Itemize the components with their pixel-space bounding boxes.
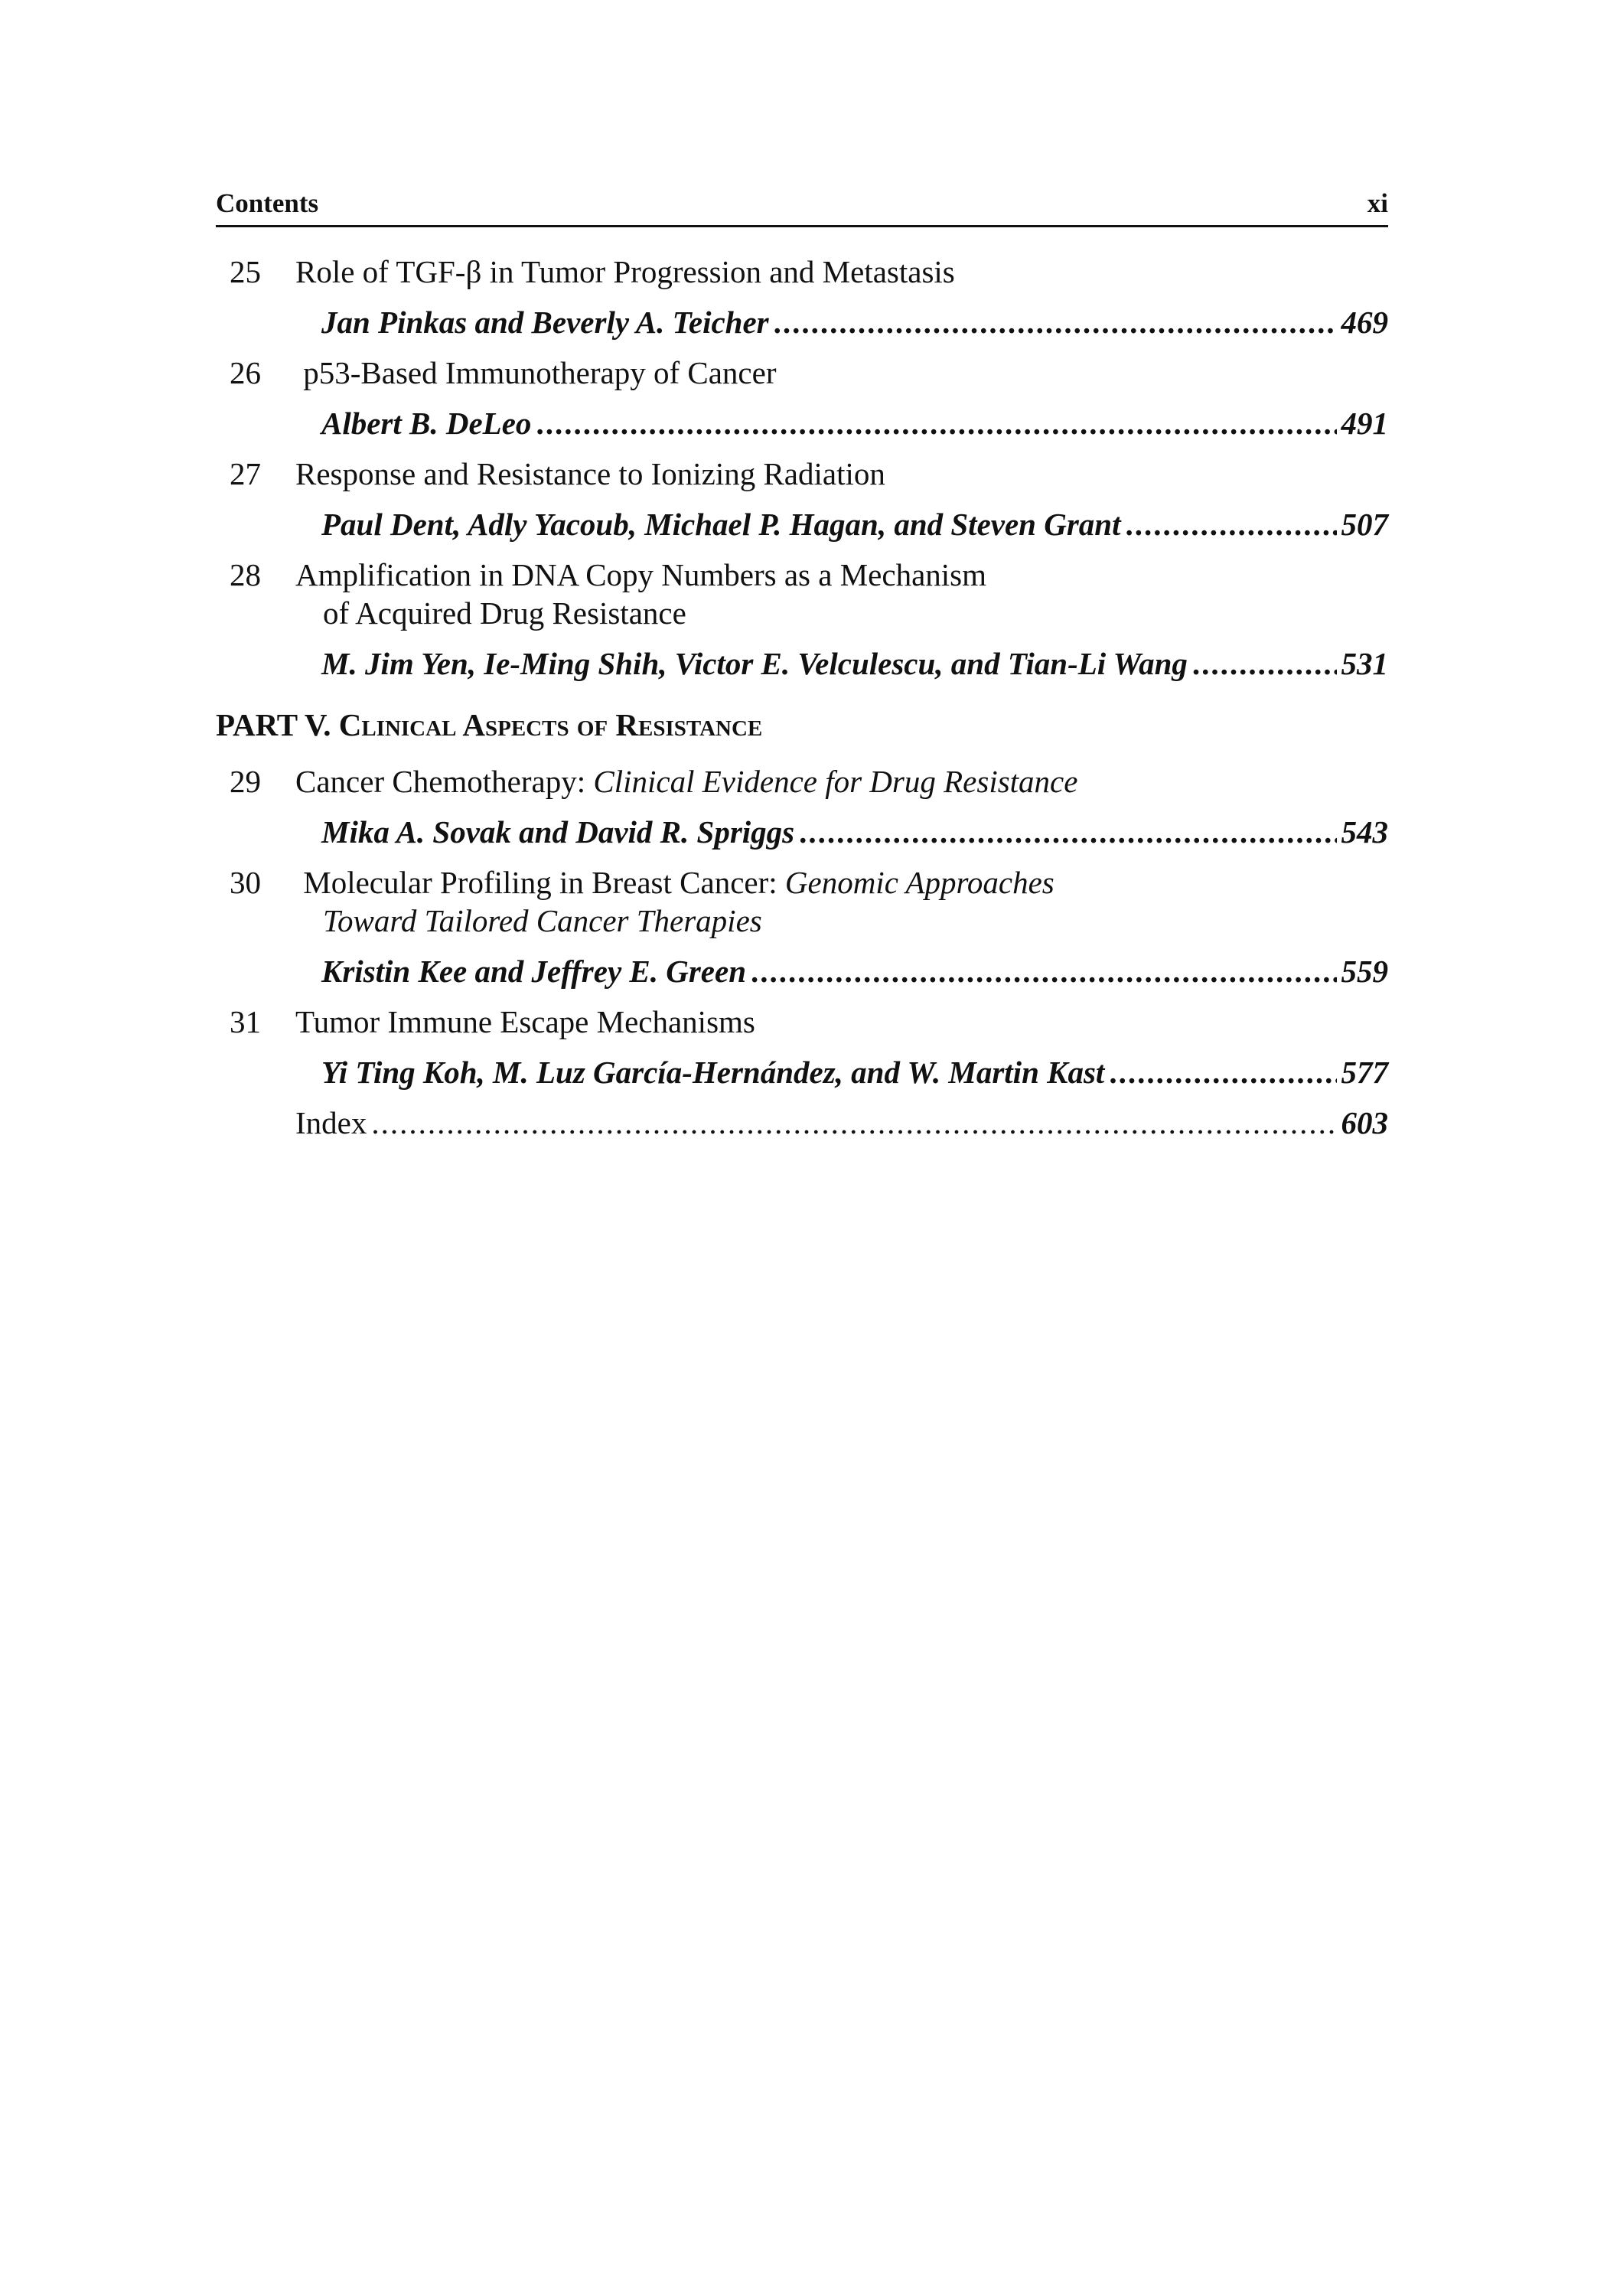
chapter-title: [295, 762, 1388, 801]
toc-entry[interactable]: [216, 354, 1388, 445]
dot-leader: [1109, 1050, 1336, 1094]
chapter-title: Tumor Immune Escape Mechanisms: [295, 1004, 755, 1039]
dot-leader: [536, 401, 1336, 445]
chapter-page: 577: [1341, 1055, 1388, 1090]
chapter-authors: Mika A. Sovak and David R. Spriggs: [321, 814, 795, 850]
chapter-page: 543: [1341, 814, 1388, 850]
chapter-page: 469: [1341, 305, 1388, 340]
chapter-authors: Yi Ting Koh, M. Luz García-Hernández, and W. Martin Kast: [321, 1055, 1105, 1090]
chapter-title: Role of TGF-β in Tumor Progression and Metastasis: [295, 254, 955, 289]
chapter-title: [295, 863, 1388, 902]
chapter-title-line: [216, 354, 1388, 392]
chapter-authors: Jan Pinkas and Beverly A. Teicher: [321, 305, 769, 340]
chapter-title-italic: Clinical Evidence for Drug Resistance: [593, 764, 1078, 799]
chapter-page: 559: [1341, 954, 1388, 989]
toc-entry[interactable]: [216, 253, 1388, 344]
chapter-number: 27: [230, 456, 261, 491]
chapter-number: 25: [230, 254, 261, 289]
toc-entry[interactable]: [216, 556, 1388, 686]
chapter-title-line: [216, 556, 1388, 632]
chapter-title: p53-Based Immunotherapy of Cancer: [295, 355, 777, 390]
chapter-number: 28: [230, 557, 261, 592]
chapter-title-line: [216, 1003, 1388, 1041]
page-number: xi: [1367, 188, 1388, 218]
chapter-authors-line: [321, 502, 1388, 546]
chapter-authors-line: [321, 641, 1388, 686]
chapter-authors-line: [321, 810, 1388, 854]
chapter-number: 30: [230, 865, 261, 900]
index-page: 603: [1341, 1105, 1388, 1140]
chapter-title: Response and Resistance to Ionizing Radiation: [295, 456, 885, 491]
chapter-authors-line: [321, 401, 1388, 445]
chapter-number: 29: [230, 764, 261, 799]
part-name: Clinical Aspects of Resistance: [338, 707, 763, 742]
table-of-contents: [216, 253, 1388, 1143]
chapter-number: 26: [230, 355, 261, 390]
chapter-title-roman: Molecular Profiling in Breast Cancer:: [295, 865, 785, 900]
chapter-authors: Paul Dent, Adly Yacoub, Michael P. Hagan, and Steven Grant: [321, 507, 1121, 542]
chapter-page: 531: [1341, 646, 1388, 681]
dot-leader: [799, 810, 1336, 854]
chapter-title: Amplification in DNA Copy Numbers as a Mechanism: [295, 557, 987, 592]
chapter-title-continued: Toward Tailored Cancer Therapies: [323, 903, 762, 938]
chapter-authors: Albert B. DeLeo: [321, 406, 532, 441]
chapter-title-continued: of Acquired Drug Resistance: [323, 595, 686, 631]
toc-entry[interactable]: [216, 455, 1388, 546]
toc-index-entry[interactable]: [295, 1102, 1388, 1143]
dot-leader: [774, 300, 1337, 344]
toc-entry[interactable]: [216, 762, 1388, 854]
dot-leader: [751, 949, 1336, 993]
chapter-title-line: [216, 762, 1388, 801]
chapter-page: 491: [1341, 406, 1388, 441]
chapter-authors: Kristin Kee and Jeffrey E. Green: [321, 954, 747, 989]
part-prefix: PART V.: [216, 707, 339, 742]
part-heading: [216, 704, 1388, 745]
chapter-title-roman: Cancer Chemotherapy:: [295, 764, 594, 799]
running-header: [216, 182, 1388, 227]
toc-entry[interactable]: [216, 1003, 1388, 1094]
dot-leader: [1192, 641, 1337, 686]
running-header-title: Contents: [216, 188, 319, 218]
chapter-title-line: [216, 253, 1388, 291]
chapter-number: 31: [230, 1004, 261, 1039]
dot-leader: [371, 1102, 1336, 1143]
chapter-page: 507: [1341, 507, 1388, 542]
dot-leader: [1125, 502, 1336, 546]
chapter-authors: M. Jim Yen, Ie-Ming Shih, Victor E. Velculescu, and Tian-Li Wang: [321, 646, 1188, 681]
chapter-authors-line: [321, 1050, 1388, 1094]
chapter-authors-line: [321, 949, 1388, 993]
chapter-authors-line: [321, 300, 1388, 344]
index-label: Index: [295, 1105, 367, 1140]
chapter-title-line: [216, 455, 1388, 493]
chapter-title-line: [216, 863, 1388, 940]
chapter-title-italic: Genomic Approaches: [784, 865, 1054, 900]
toc-entry[interactable]: [216, 863, 1388, 993]
